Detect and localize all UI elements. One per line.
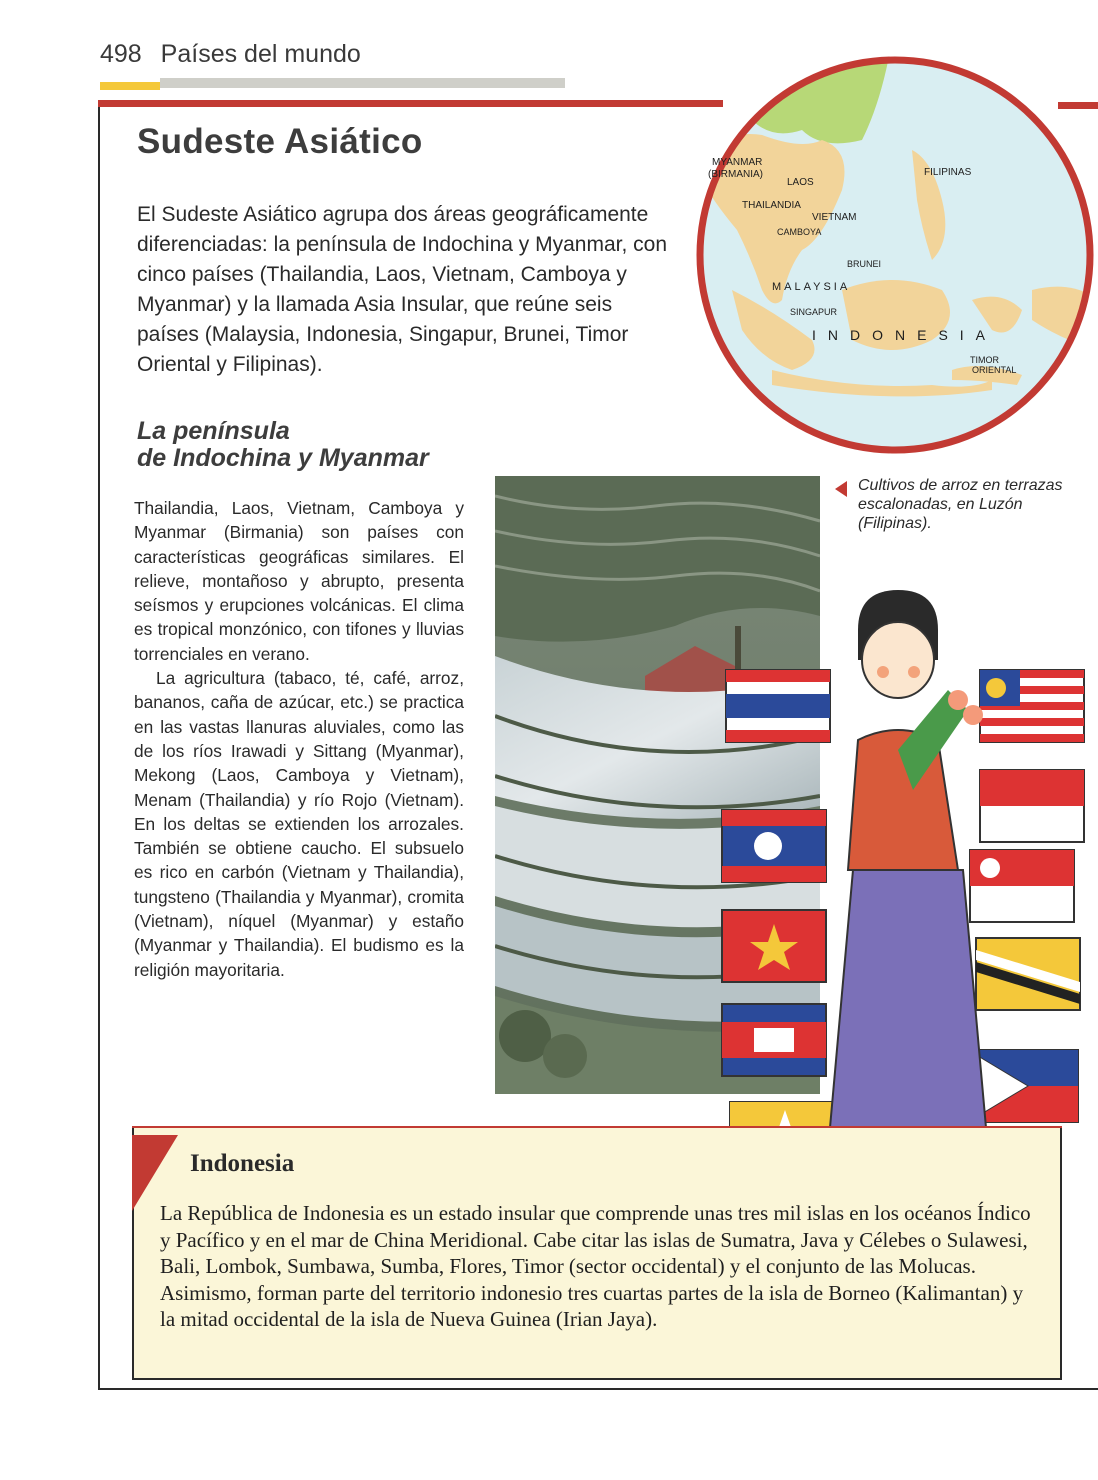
map-label-indonesia: INDONESIA: [812, 327, 998, 343]
map-label-filipinas: FILIPINAS: [924, 167, 972, 178]
southeast-asia-map: [692, 40, 1098, 470]
child-with-flags-illustration: [718, 590, 1098, 1180]
subheading-line-1: La península: [137, 417, 290, 445]
caption-arrow-icon: [835, 481, 847, 497]
page-header: [100, 40, 361, 69]
intro-paragraph: El Sudeste Asiático agrupa dos áreas geográficamente diferenciadas: la península de Indochina y Myanmar, con cinco países (Thailandia, Laos, Vietnam, Camboya y Myanmar) y la llamada Asia Insular, que reúne seis países (Malaysia, Indonesia, Singapur, Brunei, Timor Oriental y Filipinas).: [137, 203, 667, 376]
map-label-vietnam: VIETNAM: [812, 212, 857, 223]
thailand-flag-icon: [726, 670, 830, 742]
laos-flag-icon: [722, 810, 826, 882]
indonesia-flag-icon: [980, 770, 1084, 842]
brunei-flag-icon: [976, 938, 1080, 1010]
body-text: [134, 496, 464, 982]
map-label-singapur: SINGAPUR: [790, 307, 838, 317]
map-label-birmania: (BIRMANIA): [708, 169, 763, 180]
page-title: Sudeste Asiático: [137, 122, 423, 161]
cambodia-flag-icon: [722, 1004, 826, 1076]
indonesia-box-title: Indonesia: [190, 1150, 295, 1177]
singapore-flag-icon: [970, 850, 1074, 922]
header-rule: [160, 78, 565, 88]
header-accent: [100, 82, 160, 90]
child-figure: [828, 590, 988, 1176]
map-label-laos: LAOS: [787, 177, 814, 188]
title-rule: [98, 100, 723, 107]
indonesia-box-text: La República de Indonesia es un estado insular que comprende unas tres mil islas en los océanos Índico y Pacífico y en el mar de China Meridional. Cabe citar las islas de Sumatra, Java y Célebes o Sulawesi, Bali, Lombok, Sumbawa, Sumba, Flores, Timor (sector occidental) y el conjunto de las Molucas. Asimismo, forman parte del territorio indonesio tres cuartas partes de la isla de Borneo (Kalimantan) y la mitad occidental de la isla de Nueva Guinea (Irian Jaya).: [160, 1201, 1031, 1331]
map-label-thailandia: THAILANDIA: [742, 200, 801, 211]
map-label-camboya: CAMBOYA: [777, 227, 822, 237]
section-title: Países del mundo: [160, 40, 361, 68]
photo-caption: Cultivos de arroz en terrazas escalonadas, en Luzón (Filipinas).: [858, 477, 1063, 532]
body-paragraph-1: Thailandia, Laos, Vietnam, Camboya y Myanmar (Birmania) son países con características geográficas similares. El relieve, montañoso y abrupto, presenta seísmos y erupciones volcánicas. El clima es tropical monzónico, con tifones y lluvias torrenciales en verano.: [134, 498, 464, 664]
map-label-malaysia: MALAYSIA: [772, 281, 851, 293]
map-label-brunei: BRUNEI: [847, 259, 882, 269]
page-number: 498: [100, 40, 142, 68]
map-label-myanmar: MYANMAR: [712, 157, 763, 168]
body-paragraph-2: La agricultura (tabaco, té, café, arroz, bananos, caña de azúcar, etc.) se practica en las vastas llanuras aluviales, como las de los ríos Irawadi y Sittang (Myanmar), Mekong (Laos, Camboya y Vietnam), Menam (Thailandia) y río Rojo (Vietnam). En los deltas se extienden los arrozales. También se obtiene caucho. El subsuelo es rico en carbón (Vietnam y Thailandia), tungsteno (Thailandia y Myanmar), cromita (Vietnam), níquel (Myanmar) y estaño (Myanmar y Thailandia). El budismo es la religión mayoritaria.: [134, 668, 464, 980]
malaysia-flag-icon: [980, 670, 1084, 742]
map-label-timor: TIMOR: [970, 355, 999, 365]
subheading-line-2: de Indochina y Myanmar: [137, 444, 429, 472]
section-subheading: [137, 418, 429, 472]
map-label-oriental: ORIENTAL: [972, 365, 1017, 375]
illustration-svg: [718, 590, 1098, 1180]
map-svg: [692, 40, 1098, 470]
vietnam-flag-icon: [722, 910, 826, 982]
